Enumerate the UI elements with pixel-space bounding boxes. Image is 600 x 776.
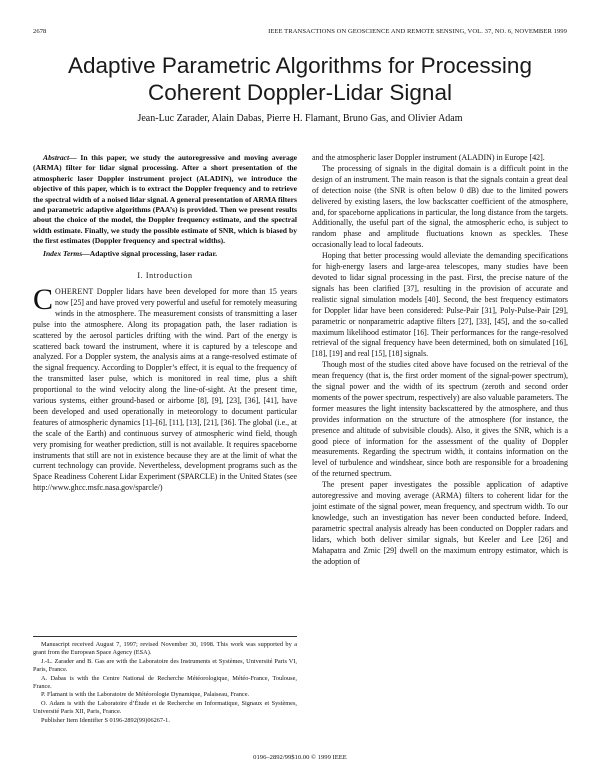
abstract: [33, 153, 297, 247]
right-paragraph-4: Though most of the studies cited above have focused on the retrieval of the mean frequency (that is, the first order moment of the signal-power spectrum), the signal power and the width of its spectrum (zeroth and second order moments of the power spectrum, respectively) are also valuable parameters. The former measures the light intensity backscattered by the atmosphere, and thus provides information on the structure of the atmosphere (for instance, the presence and altitude of subvisible clouds). Also, it gives the SNR, which is a good piece of information for the assessment of the quality of Doppler measurements. Regarding the spectrum width, it contains information on the level of turbulence and windshear, since both are responsible for a broadening of the returned spectrum.: [312, 360, 568, 479]
copyright-line: 0196–2892/99$10.00 © 1999 IEEE: [253, 754, 347, 761]
abstract-text: In this paper, we study the autoregressive and moving average (ARMA) filter for lidar signal processing. After a short presentation of the atmospheric laser Doppler instrument project (ALADIN), we introduce the objective of this paper, which is to extract the Doppler frequency and to retrieve the spectral width of a noised lidar signal. A general presentation of ARMA filters and parametric adaptive algorithms (PAA’s) is provided. Then we present results about the choice of the model, the Doppler frequency estimate, and the spectral width estimate. Finally, we study the possible estimate of SNR, which is biased by the first estimates (Doppler frequency and spectral widths).: [33, 153, 297, 246]
title-line-2: Coherent Doppler-Lidar Signal: [148, 80, 452, 105]
left-column: [33, 153, 297, 494]
index-terms-text: Adaptive signal processing, laser radar.: [89, 248, 218, 258]
abstract-label: Abstract—: [43, 153, 77, 162]
intro-paragraph-1: [33, 282, 297, 494]
right-paragraph-2: The processing of signals in the digital domain is a difficult point in the design of an instrument. The main reason is that the signals contain a great deal of detection noise (the SNR is often below 0 dB) due to the limited powers delivered by existing lasers, the low backscatter coefficient of the atmosphere, and, for spaceborne applications in particular, the long distance from the targets. Additionally, the useful part of the signal, the atmospheric echo, is subject to random phase and amplitude fluctuations known as speckles. These occasionally lead to local fadeouts.: [312, 163, 568, 250]
index-terms: [33, 249, 297, 259]
title-line-1: Adaptive Parametric Algorithms for Processing: [68, 53, 532, 78]
footnote-affiliation-4: O. Adam is with the Laboratoire d’Étude et de Recherche en Informatique, Signaux et Systèmes, Université Paris XII, Paris, France.: [33, 699, 297, 716]
page-number: 2678: [33, 28, 47, 35]
footnote-affiliation-2: A. Dabas is with the Centre National de Recherche Météorologique, Météo-France, Toulouse, France.: [33, 674, 297, 691]
right-paragraph-5: The present paper investigates the possible application of adaptive autoregressive and moving average (ARMA) filters to coherent lidar for the joint estimate of the signal power, mean frequency, and spectrum width. To our knowledge, such an investigation has never been conducted before. Indeed, parametric spectral analysis already has been conducted on Doppler radars and lidars, which both deliver similar signals, but Keeler and Lee [26] and Mahapatra and Zrnic [29] dwell on the maximum entropy estimator, which is the adoption of: [312, 480, 568, 566]
footnote-affiliation-1: J.-L. Zarader and B. Gas are with the Laboratoire des Instruments et Systèmes, Université Paris VI, Paris, France.: [33, 657, 297, 674]
footnote-affiliation-3: P. Flamant is with the Laboratoire de Météorologie Dynamique, Palaiseau, France.: [41, 691, 250, 699]
intro-paragraph-1-text: Doppler lidars have been developed for more than 15 years now [25] and have proved very powerful and useful for remotely measuring winds in the atmosphere. The measurement consists of transmitting a laser pulse into the atmosphere. Along its propagation path, the laser radiation is scattered by the aerosol particles drifting with the wind. Part of the energy is scattered back toward the instrument, where it is captured by a telescope and analyzed. For a Doppler system, the analysis aims at a range-resolved estimate of the signal frequency. According to Doppler’s effect, it is equal to the frequency of the transmitted laser pulse, which is monitored in real time, plus a shift proportional to the wind velocity along the line-of-sight. At the present time, various systems, either ground-based or airborne [8], [9], [23], [36], [41], have been developed and used operationally in meteorology to document particular features of atmospheric dynamics [1]–[6], [11], [13], [21], [36]. The global (i.e., at the scale of the Earth) and continuous survey of atmospheric wind field, though very promising for weather prediction, still is not available. It requires spaceborne instruments that still are not in existence because they are at the limit of what the current technology can provide. Nevertheless, development programs such as the Space Readiness Coherent Lidar Experiment (SPARCLE) in the United States (see http://www.ghcc.msfc.nasa.gov/sparcle/): [33, 286, 297, 493]
section-heading-introduction: I. Introduction: [137, 271, 193, 281]
intro-first-word: OHERENT: [55, 286, 94, 296]
author-list: Jean-Luc Zarader, Alain Dabas, Pierre H. Flamant, Bruno Gas, and Olivier Adam: [137, 113, 463, 124]
index-terms-label: Index Terms—: [43, 248, 90, 258]
running-header: [33, 28, 567, 38]
journal-name: IEEE TRANSACTIONS ON GEOSCIENCE AND REMOTE SENSING, VOL. 37, NO. 6, NOVEMBER 1999: [268, 28, 567, 35]
paper-title: [30, 52, 570, 106]
right-paragraph-3: Hoping that better processing would alleviate the demanding specifications for high-energy lasers and large-area telescopes, many studies have been devoted to lidar signal processing in the past. First, the precise nature of the signals has been clarified [37], resulting in the provision of accurate and realistic signal simulation models [40]. Second, the best frequency estimators for Doppler lidar have been considered: Pulse-Pair [31], Poly-Pulse-Pair [29], parametric or nonparametric adaptive filters [27], [33], [45], and the so-called maximum likelihood estimator [16]. Their performances for the range-resolved retrieval of the signal frequency have been determined, both on simulated [16], [18], [19] and real [15], [18] signals.: [312, 251, 568, 359]
right-paragraph-continuation: and the atmospheric laser Doppler instrument (ALADIN) in Europe [42].: [312, 153, 545, 162]
footnotes: [33, 636, 297, 725]
drop-cap: C: [33, 282, 54, 316]
footnote-manuscript: Manuscript received August 7, 1997; revised November 30, 1998. This work was supported by a grant from the European Space Agency (ESA).: [33, 641, 297, 657]
footnote-publisher-id: Publisher Item Identifier S 0196-2892(99)06267-1.: [41, 716, 170, 724]
right-column: [312, 153, 568, 567]
